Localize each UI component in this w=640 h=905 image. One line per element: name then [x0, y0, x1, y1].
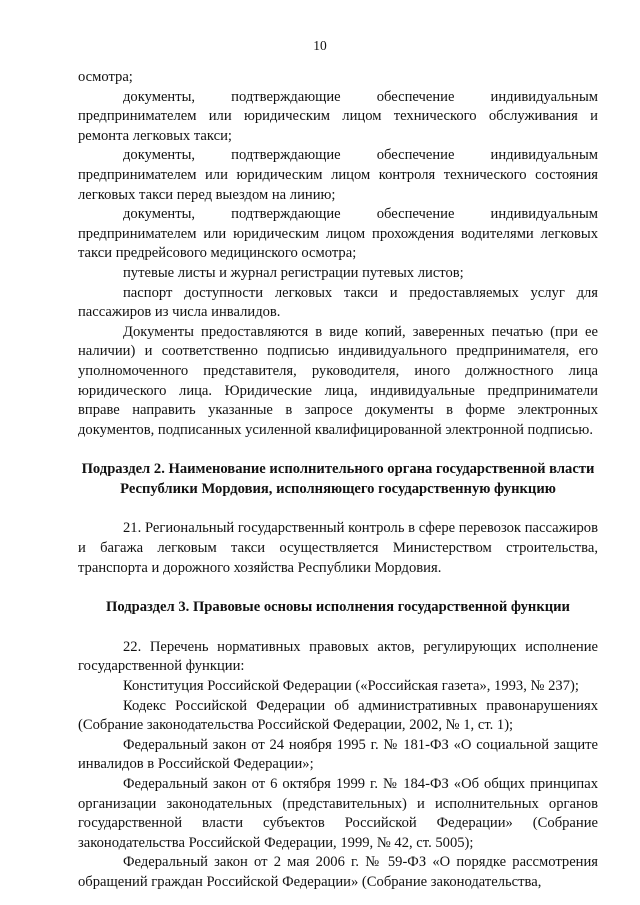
- paragraph: Федеральный закон от 24 ноября 1995 г. № 181-ФЗ «О социальной защите инвалидов в Российской Федерации»;: [78, 736, 598, 773]
- paragraph: Федеральный закон от 6 октября 1999 г. № 184-ФЗ «Об общих принципах организации законодательных (представительных) и исполнительных органов государственной власти субъектов Российской Федерации» (Собрание законодательства Российской Федерации, 1999, № 42, ст. 5005);: [78, 776, 598, 851]
- paragraph: Документы предоставляются в виде копий, заверенных печатью (при ее наличии) и соответственно подписью индивидуального предпринимателя, его уполномоченного представителя, руководителя, иного должностного лица юридического лица. Юридические лица, индивидуальные предприниматели вправе направить указанные в запросе документы в форме электронных документов, подписанных усиленной квалифицированной электронной подписью.: [78, 323, 598, 438]
- paragraph: Кодекс Российской Федерации об административных правонарушениях (Собрание законодательства Российской Федерации, 2002, № 1, ст. 1);: [78, 697, 598, 734]
- paragraph: Конституция Российской Федерации («Российская газета», 1993, № 237);: [123, 678, 579, 695]
- paragraph: путевые листы и журнал регистрации путевых листов;: [123, 264, 464, 281]
- paragraph: документы, подтверждающие обеспечение индивидуальным предпринимателем или юридическим лицом технического обслуживания и ремонта легковых такси;: [78, 88, 598, 144]
- subsection-3-heading: Подраздел 3. Правовые основы исполнения государственной функции: [106, 599, 570, 616]
- paragraph: осмотра;: [78, 69, 133, 85]
- paragraph-group-bottom: [78, 638, 598, 893]
- paragraph: Федеральный закон от 2 мая 2006 г. № 59-ФЗ «О порядке рассмотрения обращений граждан Российской Федерации» (Собрание законодательства,: [78, 854, 598, 890]
- paragraph-21: 21. Региональный государственный контроль в сфере перевозок пассажиров и багажа легковым такси осуществляется Министерством строительства, транспорта и дорожного хозяйства Республики Мордовия.: [78, 520, 598, 576]
- paragraph-group-top: [78, 68, 598, 440]
- paragraph: документы, подтверждающие обеспечение индивидуальным предпринимателем или юридическим лицом контроля технического состояния легковых такси перед выездом на линию;: [78, 147, 598, 203]
- paragraph: 22. Перечень нормативных правовых актов, регулирующих исполнение государственной функции:: [78, 638, 598, 675]
- paragraph: документы, подтверждающие обеспечение индивидуальным предпринимателем или юридическим лицом прохождения водителями легковых такси предрейсового медицинского осмотра;: [78, 206, 598, 262]
- page-content: [78, 68, 598, 893]
- page-number: 10: [313, 38, 327, 53]
- subsection-2-heading: Подраздел 2. Наименование исполнительного органа государственной власти Республики Мордовия, исполняющего государственную функцию: [81, 461, 595, 497]
- paragraph: паспорт доступности легковых такси и предоставляемых услуг для пассажиров из числа инвалидов.: [78, 284, 598, 321]
